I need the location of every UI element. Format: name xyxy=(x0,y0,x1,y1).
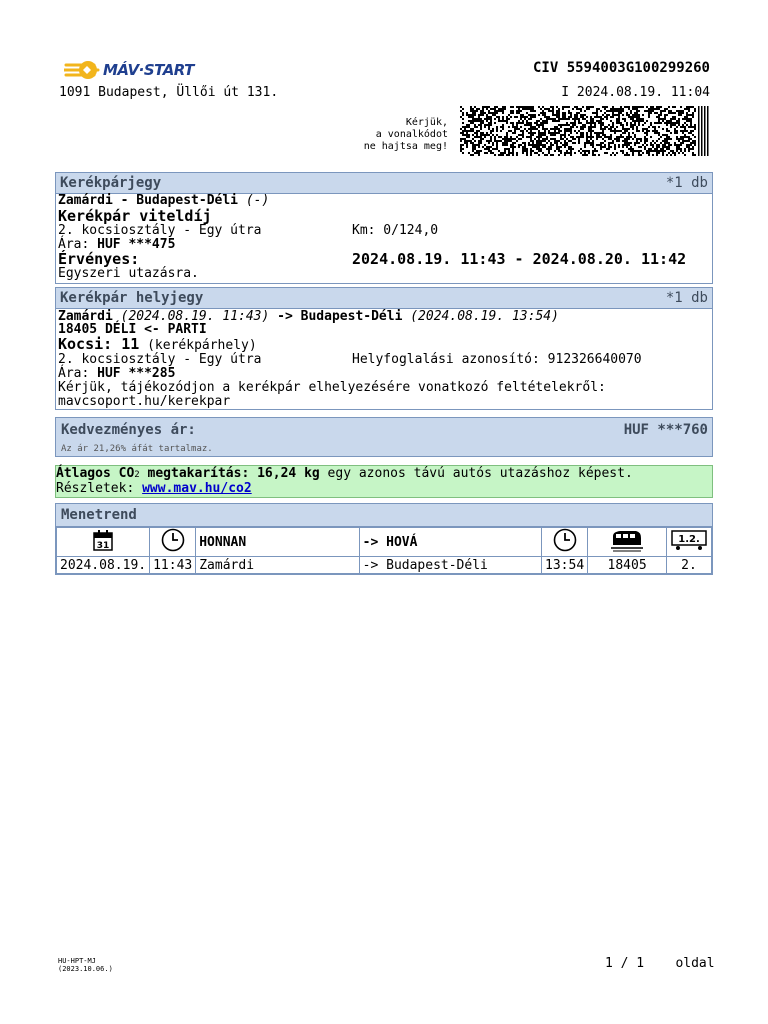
bicycle-reservation-box xyxy=(55,287,713,410)
car-number: Kocsi: 11 xyxy=(58,335,140,353)
discounted-price-label: Kedvezményes ár: xyxy=(61,422,196,438)
bicycle-ticket-title: Kerékpárjegy xyxy=(60,175,162,191)
price-value: HUF ***475 xyxy=(97,237,176,252)
bicycle-ticket-box xyxy=(55,172,713,284)
travel-class: 2. kocsiosztály - Egy útra xyxy=(58,223,262,238)
co2-subscript: 2 xyxy=(134,470,140,480)
form-code: HU-HPT-MJ xyxy=(58,957,96,965)
single-trip-note: Egyszeri utazásra. xyxy=(58,266,199,281)
co2-details-link[interactable]: www.mav.hu/co2 xyxy=(142,481,252,496)
vat-note: Az ár 21,26% áfát tartalmaz. xyxy=(61,444,213,454)
barcode-image xyxy=(460,106,710,156)
row-date: 2024.08.19. xyxy=(57,557,150,574)
co2-prefix: Átlagos CO xyxy=(56,466,135,481)
schedule-header-row xyxy=(57,528,712,557)
issue-date: I 2024.08.19. 11:04 xyxy=(561,85,710,100)
co2-savings-box xyxy=(55,465,713,498)
row-train: 18405 xyxy=(588,557,667,574)
discounted-price-box xyxy=(55,417,713,457)
car-class-icon xyxy=(670,528,708,552)
barcode-note: Kérjük, a vonalkódot ne hajtsa meg! xyxy=(363,117,448,152)
from-column-header: HONNAN xyxy=(196,528,359,557)
validity-label: Érvényes: xyxy=(58,250,140,268)
schedule-box xyxy=(55,503,713,575)
civ-number: CIV 5594003G100299260 xyxy=(532,60,710,76)
bicycle-reservation-count: *1 db xyxy=(665,290,708,306)
arrival-time: (2024.08.19. 13:54) xyxy=(410,309,559,324)
bicycle-reservation-header xyxy=(56,288,712,309)
co2-savings: megtakarítás: 16,24 kg xyxy=(147,466,320,481)
clock-icon xyxy=(161,528,185,552)
schedule-title: Menetrend xyxy=(61,507,137,523)
discounted-price-value: HUF ***760 xyxy=(623,422,708,438)
bicycle-reservation-title: Kerékpár helyjegy xyxy=(60,290,204,306)
row-from: Zamárdi xyxy=(196,557,359,574)
train-icon xyxy=(610,528,644,552)
page-word: oldal xyxy=(675,956,715,971)
calendar-icon xyxy=(93,529,113,551)
row-class: 2. xyxy=(667,557,712,574)
distance: Km: 0/124,0 xyxy=(352,223,439,238)
route-suffix: (-) xyxy=(245,193,270,208)
company-address: 1091 Budapest, Üllői út 131. xyxy=(59,85,279,100)
class-column-header xyxy=(667,528,712,557)
departure-time: (2024.08.19. 11:43) xyxy=(120,309,270,324)
footer-code xyxy=(58,957,113,973)
co2-comparison: egy azonos távú autós utazáshoz képest. xyxy=(327,466,633,481)
clock-icon xyxy=(553,528,577,552)
route: Zamárdi - Budapest-Déli xyxy=(58,193,239,208)
reservation-id: Helyfoglalási azonosító: 912326640070 xyxy=(352,352,642,367)
departure-column-header xyxy=(150,528,196,557)
train-info: 18405 DÉLI <- PARTI xyxy=(58,322,207,337)
price-label: Ára: xyxy=(58,237,90,252)
price-value: HUF ***285 xyxy=(97,366,176,381)
travel-class: 2. kocsiosztály - Egy útra xyxy=(58,352,262,367)
logo-text: MÁV·START xyxy=(103,61,194,79)
bicycle-ticket-header xyxy=(56,173,712,194)
bicycle-ticket-count: *1 db xyxy=(665,175,708,191)
arrival-column-header xyxy=(542,528,588,557)
product-name: Kerékpár viteldíj xyxy=(58,207,212,225)
row-to: -> Budapest-Déli xyxy=(359,557,541,574)
class-icon-text: 1.2. xyxy=(678,534,700,545)
co2-details-label: Részletek: xyxy=(56,481,135,496)
route-line xyxy=(58,193,269,208)
train-column-header xyxy=(588,528,667,557)
form-date: (2023.10.06.) xyxy=(58,965,113,973)
arrival-station: -> Budapest-Déli xyxy=(277,309,403,324)
schedule-table xyxy=(56,527,712,574)
car-line xyxy=(58,335,257,353)
to-column-header: -> HOVÁ xyxy=(359,528,541,557)
page-indicator xyxy=(605,956,715,971)
schedule-row xyxy=(57,557,712,574)
bicycle-info-text: Kérjük, tájékozódjon a kerékpár elhelyezésére vonatkozó feltételekről: xyxy=(58,380,606,395)
co2-line xyxy=(56,466,633,481)
validity-range: 2024.08.19. 11:43 - 2024.08.20. 11:42 xyxy=(352,250,687,268)
row-departure: 11:43 xyxy=(150,557,196,574)
page-number: 1 / 1 xyxy=(605,956,645,971)
bicycle-info-link[interactable]: mavcsoport.hu/kerekpar xyxy=(58,394,231,409)
departure-station: Zamárdi xyxy=(58,309,113,324)
price-label: Ára: xyxy=(58,366,90,381)
price-line xyxy=(58,366,175,381)
car-note: (kerékpárhely) xyxy=(147,338,257,353)
date-column-header xyxy=(57,528,150,557)
calendar-day: 31 xyxy=(96,541,110,551)
row-arrival: 13:54 xyxy=(542,557,588,574)
co2-details-line xyxy=(56,481,252,496)
schedule-header xyxy=(56,504,712,527)
